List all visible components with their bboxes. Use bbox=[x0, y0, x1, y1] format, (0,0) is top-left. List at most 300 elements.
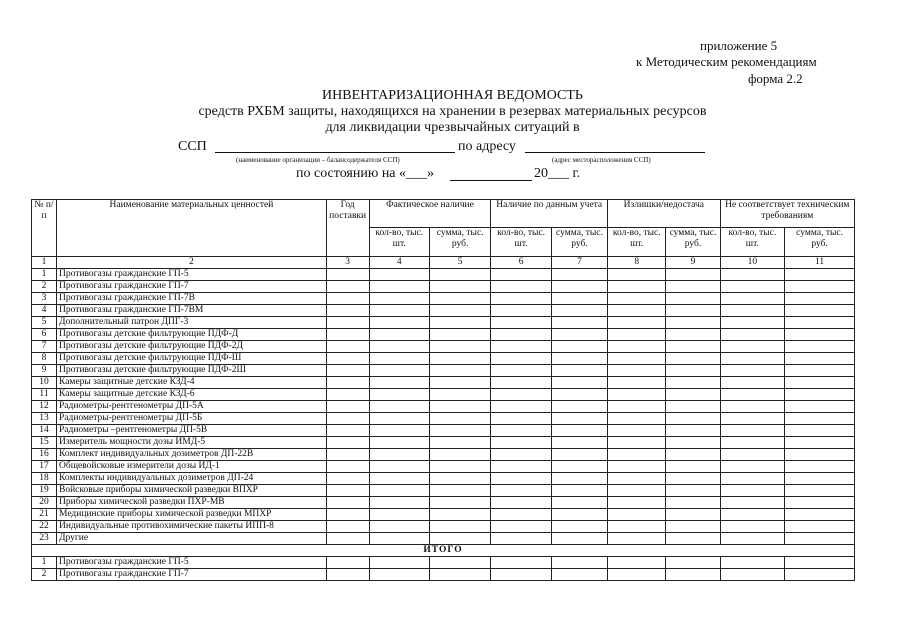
row-value-cell[interactable] bbox=[369, 341, 429, 353]
row-value-cell[interactable] bbox=[429, 389, 490, 401]
row-value-cell[interactable] bbox=[785, 293, 855, 305]
row-item-name: Приборы химической разведки ПХР-МВ bbox=[57, 497, 327, 509]
table-row bbox=[32, 449, 855, 461]
row-number: 6 bbox=[32, 329, 57, 341]
row-value-cell[interactable] bbox=[326, 461, 369, 473]
table-row bbox=[32, 557, 855, 569]
row-number: 16 bbox=[32, 449, 57, 461]
row-value-cell[interactable] bbox=[608, 269, 666, 281]
row-value-cell[interactable] bbox=[785, 497, 855, 509]
row-value-cell[interactable] bbox=[491, 461, 551, 473]
column-number: 4 bbox=[369, 257, 429, 269]
row-value-cell[interactable] bbox=[326, 305, 369, 317]
row-value-cell[interactable] bbox=[326, 497, 369, 509]
row-value-cell[interactable] bbox=[551, 317, 607, 329]
row-value-cell[interactable] bbox=[666, 569, 720, 581]
row-value-cell[interactable] bbox=[491, 485, 551, 497]
row-value-cell[interactable] bbox=[326, 293, 369, 305]
row-number: 9 bbox=[32, 365, 57, 377]
row-value-cell[interactable] bbox=[785, 437, 855, 449]
row-value-cell[interactable] bbox=[326, 317, 369, 329]
row-value-cell[interactable] bbox=[429, 557, 490, 569]
row-value-cell[interactable] bbox=[491, 413, 551, 425]
row-value-cell[interactable] bbox=[608, 461, 666, 473]
row-value-cell[interactable] bbox=[720, 557, 785, 569]
row-value-cell[interactable] bbox=[785, 509, 855, 521]
row-value-cell[interactable] bbox=[429, 449, 490, 461]
row-value-cell[interactable] bbox=[429, 305, 490, 317]
row-value-cell[interactable] bbox=[491, 293, 551, 305]
row-value-cell[interactable] bbox=[666, 401, 720, 413]
row-value-cell[interactable] bbox=[551, 353, 607, 365]
row-value-cell[interactable] bbox=[785, 425, 855, 437]
row-value-cell[interactable] bbox=[608, 281, 666, 293]
row-value-cell[interactable] bbox=[429, 521, 490, 533]
header-sum: сумма, тыс. руб. bbox=[666, 228, 720, 257]
header-num: № п/п bbox=[32, 200, 57, 257]
row-value-cell[interactable] bbox=[551, 269, 607, 281]
row-item-name: Радиометры –рентгенометры ДП-5В bbox=[57, 425, 327, 437]
row-value-cell[interactable] bbox=[720, 389, 785, 401]
ssp-fill-line bbox=[215, 152, 455, 153]
row-value-cell[interactable] bbox=[326, 341, 369, 353]
header-sum: сумма, тыс. руб. bbox=[785, 228, 855, 257]
row-value-cell[interactable] bbox=[666, 377, 720, 389]
row-value-cell[interactable] bbox=[666, 461, 720, 473]
row-value-cell[interactable] bbox=[666, 437, 720, 449]
row-value-cell[interactable] bbox=[429, 509, 490, 521]
row-value-cell[interactable] bbox=[326, 473, 369, 485]
column-number-row bbox=[32, 257, 855, 269]
table-row bbox=[32, 281, 855, 293]
row-value-cell[interactable] bbox=[429, 425, 490, 437]
row-item-name: Противогазы детские фильтрующие ПДФ-2Ш bbox=[57, 365, 327, 377]
row-value-cell[interactable] bbox=[369, 497, 429, 509]
row-number: 20 bbox=[32, 497, 57, 509]
row-value-cell[interactable] bbox=[785, 401, 855, 413]
row-value-cell[interactable] bbox=[608, 521, 666, 533]
column-number: 11 bbox=[785, 257, 855, 269]
row-value-cell[interactable] bbox=[551, 305, 607, 317]
header-sum: сумма, тыс. руб. bbox=[551, 228, 607, 257]
row-value-cell[interactable] bbox=[551, 533, 607, 545]
row-value-cell[interactable] bbox=[666, 365, 720, 377]
row-value-cell[interactable] bbox=[785, 317, 855, 329]
row-value-cell[interactable] bbox=[720, 473, 785, 485]
row-value-cell[interactable] bbox=[551, 341, 607, 353]
row-value-cell[interactable] bbox=[491, 509, 551, 521]
row-value-cell[interactable] bbox=[785, 485, 855, 497]
row-value-cell[interactable] bbox=[608, 317, 666, 329]
row-value-cell[interactable] bbox=[720, 497, 785, 509]
table-row bbox=[32, 305, 855, 317]
row-value-cell[interactable] bbox=[551, 329, 607, 341]
row-value-cell[interactable] bbox=[551, 521, 607, 533]
row-value-cell[interactable] bbox=[429, 569, 490, 581]
row-value-cell[interactable] bbox=[785, 269, 855, 281]
row-number: 15 bbox=[32, 437, 57, 449]
row-value-cell[interactable] bbox=[666, 413, 720, 425]
row-value-cell[interactable] bbox=[369, 305, 429, 317]
row-value-cell[interactable] bbox=[491, 497, 551, 509]
row-number: 23 bbox=[32, 533, 57, 545]
row-value-cell[interactable] bbox=[666, 305, 720, 317]
row-value-cell[interactable] bbox=[666, 293, 720, 305]
row-value-cell[interactable] bbox=[326, 509, 369, 521]
row-value-cell[interactable] bbox=[491, 449, 551, 461]
row-value-cell[interactable] bbox=[491, 437, 551, 449]
row-item-name: Противогазы гражданские ГП-7В bbox=[57, 293, 327, 305]
row-value-cell[interactable] bbox=[551, 437, 607, 449]
row-value-cell[interactable] bbox=[429, 485, 490, 497]
table-row bbox=[32, 341, 855, 353]
row-value-cell[interactable] bbox=[608, 509, 666, 521]
row-value-cell[interactable] bbox=[491, 533, 551, 545]
date-month-line bbox=[450, 180, 532, 181]
row-value-cell[interactable] bbox=[369, 557, 429, 569]
row-value-cell[interactable] bbox=[720, 533, 785, 545]
row-value-cell[interactable] bbox=[666, 317, 720, 329]
row-value-cell[interactable] bbox=[666, 473, 720, 485]
row-value-cell[interactable] bbox=[326, 569, 369, 581]
row-value-cell[interactable] bbox=[326, 449, 369, 461]
row-value-cell[interactable] bbox=[720, 293, 785, 305]
row-value-cell[interactable] bbox=[369, 269, 429, 281]
row-value-cell[interactable] bbox=[608, 293, 666, 305]
row-value-cell[interactable] bbox=[326, 557, 369, 569]
row-value-cell[interactable] bbox=[720, 353, 785, 365]
row-item-name: Противогазы гражданские ГП-7 bbox=[57, 569, 327, 581]
row-value-cell[interactable] bbox=[551, 377, 607, 389]
row-value-cell[interactable] bbox=[369, 521, 429, 533]
row-value-cell[interactable] bbox=[666, 353, 720, 365]
table-row bbox=[32, 329, 855, 341]
row-value-cell[interactable] bbox=[666, 341, 720, 353]
row-value-cell[interactable] bbox=[491, 281, 551, 293]
row-value-cell[interactable] bbox=[666, 449, 720, 461]
row-value-cell[interactable] bbox=[720, 413, 785, 425]
row-value-cell[interactable] bbox=[369, 413, 429, 425]
row-value-cell[interactable] bbox=[666, 533, 720, 545]
row-value-cell[interactable] bbox=[785, 413, 855, 425]
row-value-cell[interactable] bbox=[429, 329, 490, 341]
row-value-cell[interactable] bbox=[491, 377, 551, 389]
row-number: 18 bbox=[32, 473, 57, 485]
row-value-cell[interactable] bbox=[666, 497, 720, 509]
row-value-cell[interactable] bbox=[720, 401, 785, 413]
column-number: 2 bbox=[57, 257, 327, 269]
row-item-name: Противогазы детские фильтрующие ПДФ-Д bbox=[57, 329, 327, 341]
row-value-cell[interactable] bbox=[608, 365, 666, 377]
row-number: 13 bbox=[32, 413, 57, 425]
row-value-cell[interactable] bbox=[429, 437, 490, 449]
row-value-cell[interactable] bbox=[491, 425, 551, 437]
row-value-cell[interactable] bbox=[326, 353, 369, 365]
row-value-cell[interactable] bbox=[326, 365, 369, 377]
row-value-cell[interactable] bbox=[369, 461, 429, 473]
row-value-cell[interactable] bbox=[608, 449, 666, 461]
header-qty: кол-во, тыс. шт. bbox=[369, 228, 429, 257]
row-item-name: Противогазы гражданские ГП-5 bbox=[57, 269, 327, 281]
table-row bbox=[32, 425, 855, 437]
row-value-cell[interactable] bbox=[720, 365, 785, 377]
row-value-cell[interactable] bbox=[429, 401, 490, 413]
row-item-name: Противогазы детские фильтрующие ПДФ-2Д bbox=[57, 341, 327, 353]
row-value-cell[interactable] bbox=[666, 269, 720, 281]
row-value-cell[interactable] bbox=[491, 353, 551, 365]
row-value-cell[interactable] bbox=[785, 365, 855, 377]
row-value-cell[interactable] bbox=[785, 281, 855, 293]
row-value-cell[interactable] bbox=[369, 437, 429, 449]
row-value-cell[interactable] bbox=[608, 569, 666, 581]
row-value-cell[interactable] bbox=[429, 413, 490, 425]
header-accounting: Наличие по данным учета bbox=[491, 200, 608, 228]
row-value-cell[interactable] bbox=[785, 449, 855, 461]
table-row bbox=[32, 569, 855, 581]
row-value-cell[interactable] bbox=[369, 389, 429, 401]
row-value-cell[interactable] bbox=[785, 305, 855, 317]
row-value-cell[interactable] bbox=[369, 569, 429, 581]
table-row bbox=[32, 389, 855, 401]
row-value-cell[interactable] bbox=[720, 449, 785, 461]
row-value-cell[interactable] bbox=[608, 401, 666, 413]
row-value-cell[interactable] bbox=[785, 389, 855, 401]
table-row bbox=[32, 533, 855, 545]
row-value-cell[interactable] bbox=[551, 281, 607, 293]
row-value-cell[interactable] bbox=[326, 281, 369, 293]
row-value-cell[interactable] bbox=[720, 485, 785, 497]
row-value-cell[interactable] bbox=[666, 557, 720, 569]
row-value-cell[interactable] bbox=[491, 569, 551, 581]
row-value-cell[interactable] bbox=[608, 305, 666, 317]
row-value-cell[interactable] bbox=[369, 329, 429, 341]
row-value-cell[interactable] bbox=[608, 377, 666, 389]
table-row bbox=[32, 485, 855, 497]
row-value-cell[interactable] bbox=[608, 473, 666, 485]
row-number: 22 bbox=[32, 521, 57, 533]
row-value-cell[interactable] bbox=[608, 437, 666, 449]
table-row bbox=[32, 437, 855, 449]
table-row bbox=[32, 413, 855, 425]
row-value-cell[interactable] bbox=[369, 281, 429, 293]
row-value-cell[interactable] bbox=[608, 353, 666, 365]
row-value-cell[interactable] bbox=[666, 521, 720, 533]
row-value-cell[interactable] bbox=[551, 365, 607, 377]
row-value-cell[interactable] bbox=[369, 377, 429, 389]
row-value-cell[interactable] bbox=[551, 293, 607, 305]
row-value-cell[interactable] bbox=[326, 485, 369, 497]
row-value-cell[interactable] bbox=[551, 485, 607, 497]
row-value-cell[interactable] bbox=[429, 497, 490, 509]
column-number: 8 bbox=[608, 257, 666, 269]
row-value-cell[interactable] bbox=[720, 341, 785, 353]
row-number: 7 bbox=[32, 341, 57, 353]
row-value-cell[interactable] bbox=[608, 341, 666, 353]
row-value-cell[interactable] bbox=[608, 557, 666, 569]
row-value-cell[interactable] bbox=[785, 557, 855, 569]
row-value-cell[interactable] bbox=[491, 557, 551, 569]
row-value-cell[interactable] bbox=[666, 425, 720, 437]
row-item-name: Другие bbox=[57, 533, 327, 545]
row-value-cell[interactable] bbox=[429, 269, 490, 281]
row-value-cell[interactable] bbox=[785, 473, 855, 485]
row-value-cell[interactable] bbox=[720, 437, 785, 449]
row-value-cell[interactable] bbox=[491, 365, 551, 377]
row-number: 8 bbox=[32, 353, 57, 365]
row-value-cell[interactable] bbox=[429, 317, 490, 329]
column-number: 5 bbox=[429, 257, 490, 269]
row-value-cell[interactable] bbox=[785, 377, 855, 389]
row-item-name: Индивидуальные противохимические пакеты ИПП-8 bbox=[57, 521, 327, 533]
row-value-cell[interactable] bbox=[369, 293, 429, 305]
row-value-cell[interactable] bbox=[785, 461, 855, 473]
row-value-cell[interactable] bbox=[785, 521, 855, 533]
row-value-cell[interactable] bbox=[491, 473, 551, 485]
row-value-cell[interactable] bbox=[491, 521, 551, 533]
row-value-cell[interactable] bbox=[491, 329, 551, 341]
row-value-cell[interactable] bbox=[326, 389, 369, 401]
row-value-cell[interactable] bbox=[608, 497, 666, 509]
row-item-name: Общевойсковые измерители дозы ИД-1 bbox=[57, 461, 327, 473]
row-value-cell[interactable] bbox=[369, 485, 429, 497]
row-value-cell[interactable] bbox=[785, 353, 855, 365]
row-value-cell[interactable] bbox=[720, 521, 785, 533]
header-surplus: Излишки/недостача bbox=[608, 200, 721, 228]
row-value-cell[interactable] bbox=[326, 401, 369, 413]
table-row bbox=[32, 473, 855, 485]
row-value-cell[interactable] bbox=[720, 461, 785, 473]
row-value-cell[interactable] bbox=[666, 485, 720, 497]
row-item-name: Радиометры-рентгенометры ДП-5Б bbox=[57, 413, 327, 425]
row-value-cell[interactable] bbox=[551, 473, 607, 485]
row-value-cell[interactable] bbox=[720, 509, 785, 521]
row-value-cell[interactable] bbox=[720, 569, 785, 581]
row-value-cell[interactable] bbox=[369, 425, 429, 437]
row-value-cell[interactable] bbox=[491, 389, 551, 401]
row-value-cell[interactable] bbox=[491, 401, 551, 413]
row-value-cell[interactable] bbox=[551, 497, 607, 509]
column-number: 7 bbox=[551, 257, 607, 269]
row-item-name: Измеритель мощности дозы ИМД-5 bbox=[57, 437, 327, 449]
row-value-cell[interactable] bbox=[326, 377, 369, 389]
row-value-cell[interactable] bbox=[491, 305, 551, 317]
row-value-cell[interactable] bbox=[369, 473, 429, 485]
row-value-cell[interactable] bbox=[369, 401, 429, 413]
row-value-cell[interactable] bbox=[785, 329, 855, 341]
row-value-cell[interactable] bbox=[551, 425, 607, 437]
document-subtitle: средств РХБМ защиты, находящихся на хранении в резервах материальных ресурсов bbox=[198, 104, 707, 119]
row-number: 2 bbox=[32, 281, 57, 293]
row-value-cell[interactable] bbox=[429, 533, 490, 545]
header-noncompliant: Не соответствует техническим требованиям bbox=[720, 200, 854, 228]
document-title: ИНВЕНТАРИЗАЦИОННАЯ ВЕДОМОСТЬ bbox=[322, 88, 583, 103]
row-value-cell[interactable] bbox=[551, 413, 607, 425]
table-row bbox=[32, 317, 855, 329]
row-value-cell[interactable] bbox=[326, 425, 369, 437]
row-value-cell[interactable] bbox=[785, 569, 855, 581]
row-value-cell[interactable] bbox=[369, 449, 429, 461]
row-value-cell[interactable] bbox=[720, 305, 785, 317]
row-value-cell[interactable] bbox=[551, 389, 607, 401]
row-value-cell[interactable] bbox=[491, 317, 551, 329]
row-value-cell[interactable] bbox=[551, 509, 607, 521]
row-value-cell[interactable] bbox=[369, 353, 429, 365]
row-value-cell[interactable] bbox=[429, 341, 490, 353]
row-value-cell[interactable] bbox=[720, 269, 785, 281]
row-value-cell[interactable] bbox=[369, 317, 429, 329]
row-value-cell[interactable] bbox=[326, 269, 369, 281]
row-value-cell[interactable] bbox=[785, 341, 855, 353]
row-value-cell[interactable] bbox=[491, 341, 551, 353]
row-value-cell[interactable] bbox=[666, 281, 720, 293]
row-value-cell[interactable] bbox=[551, 557, 607, 569]
row-value-cell[interactable] bbox=[666, 329, 720, 341]
row-value-cell[interactable] bbox=[666, 509, 720, 521]
row-item-name: Противогазы гражданские ГП-7 bbox=[57, 281, 327, 293]
column-number: 3 bbox=[326, 257, 369, 269]
row-value-cell[interactable] bbox=[720, 425, 785, 437]
row-value-cell[interactable] bbox=[608, 425, 666, 437]
row-value-cell[interactable] bbox=[551, 449, 607, 461]
row-value-cell[interactable] bbox=[326, 413, 369, 425]
row-value-cell[interactable] bbox=[429, 365, 490, 377]
row-value-cell[interactable] bbox=[608, 533, 666, 545]
header-year: Год поставки bbox=[326, 200, 369, 257]
row-value-cell[interactable] bbox=[326, 437, 369, 449]
row-value-cell[interactable] bbox=[608, 485, 666, 497]
ssp-label: ССП bbox=[178, 139, 207, 154]
row-value-cell[interactable] bbox=[608, 389, 666, 401]
row-value-cell[interactable] bbox=[326, 521, 369, 533]
row-value-cell[interactable] bbox=[369, 365, 429, 377]
row-value-cell[interactable] bbox=[551, 569, 607, 581]
row-value-cell[interactable] bbox=[608, 329, 666, 341]
row-value-cell[interactable] bbox=[491, 269, 551, 281]
row-number: 3 bbox=[32, 293, 57, 305]
row-item-name: Камеры защитные детские КЗД-6 bbox=[57, 389, 327, 401]
row-value-cell[interactable] bbox=[429, 377, 490, 389]
row-value-cell[interactable] bbox=[608, 413, 666, 425]
row-item-name: Войсковые приборы химической разведки ВПХР bbox=[57, 485, 327, 497]
row-value-cell[interactable] bbox=[720, 377, 785, 389]
row-value-cell[interactable] bbox=[429, 461, 490, 473]
row-value-cell[interactable] bbox=[429, 353, 490, 365]
row-value-cell[interactable] bbox=[429, 473, 490, 485]
inventory-table bbox=[31, 199, 855, 581]
row-value-cell[interactable] bbox=[551, 401, 607, 413]
row-value-cell[interactable] bbox=[369, 509, 429, 521]
row-value-cell[interactable] bbox=[785, 533, 855, 545]
table-row bbox=[32, 401, 855, 413]
row-value-cell[interactable] bbox=[369, 533, 429, 545]
row-item-name: Противогазы гражданские ГП-7ВМ bbox=[57, 305, 327, 317]
recommendations-label: к Методическим рекомендациям bbox=[636, 54, 817, 69]
row-number: 1 bbox=[32, 269, 57, 281]
row-value-cell[interactable] bbox=[429, 281, 490, 293]
row-value-cell[interactable] bbox=[429, 293, 490, 305]
row-value-cell[interactable] bbox=[326, 533, 369, 545]
row-value-cell[interactable] bbox=[326, 329, 369, 341]
row-value-cell[interactable] bbox=[551, 461, 607, 473]
table-row bbox=[32, 509, 855, 521]
total-label: ИТОГО bbox=[32, 545, 855, 557]
address-label: по адресу bbox=[458, 139, 516, 154]
row-value-cell[interactable] bbox=[720, 329, 785, 341]
row-value-cell[interactable] bbox=[720, 317, 785, 329]
row-number: 2 bbox=[32, 569, 57, 581]
row-value-cell[interactable] bbox=[666, 389, 720, 401]
row-value-cell[interactable] bbox=[720, 281, 785, 293]
